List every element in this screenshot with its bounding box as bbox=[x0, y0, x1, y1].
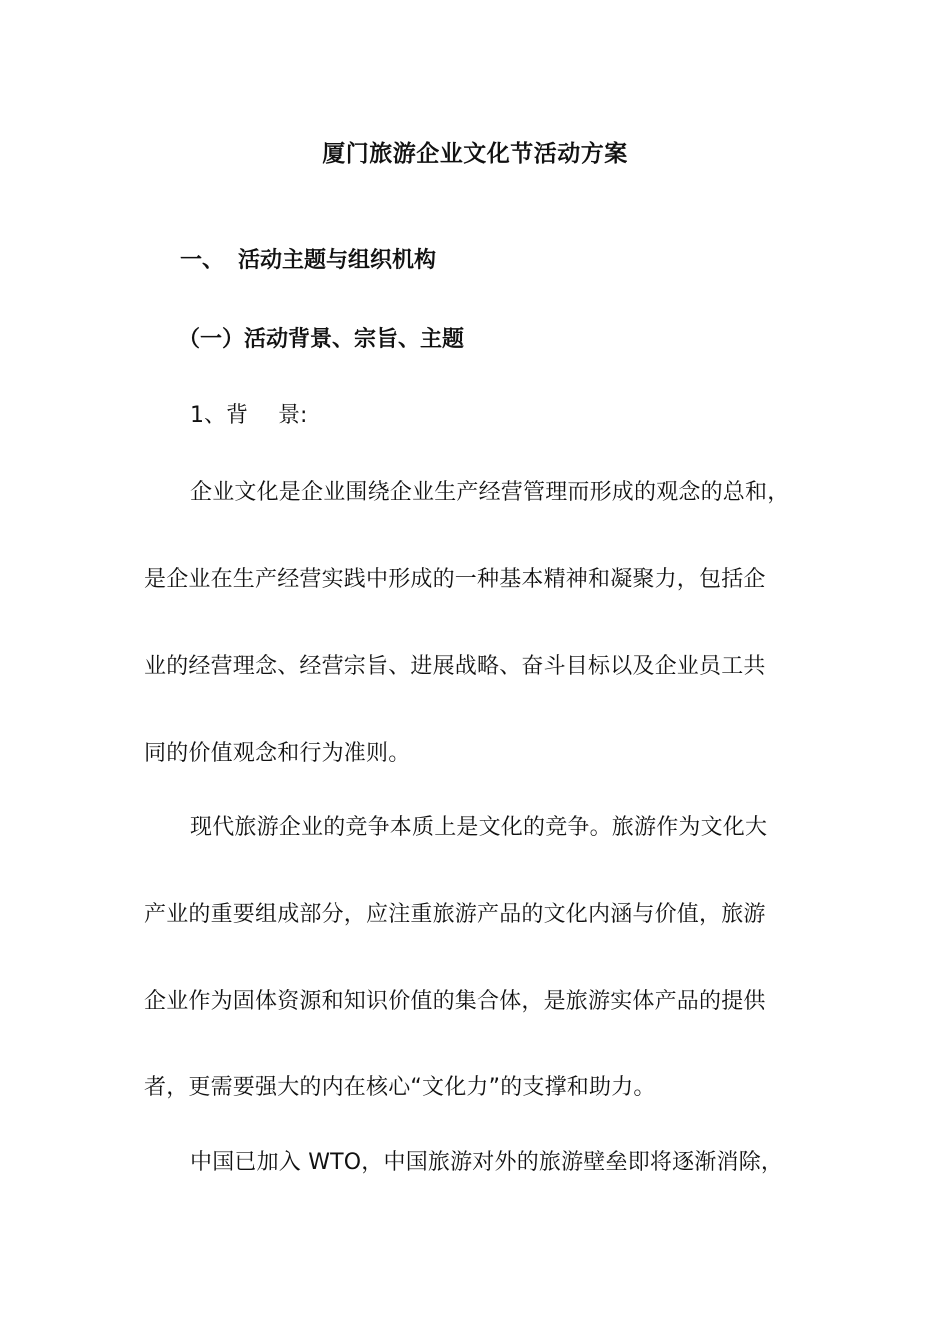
section-number: 一、 bbox=[180, 248, 225, 273]
document-title: 厦门旅游企业文化节活动方案 bbox=[322, 141, 628, 167]
paragraph-line: 中国已加入 WTO，中国旅游对外的旅游壁垒即将逐渐消除， bbox=[190, 1150, 784, 1175]
subsection-heading-1: （一）活动背景、宗旨、主题 bbox=[178, 327, 465, 352]
paragraph-line: 是企业在生产经营实践中形成的一种基本精神和凝聚力，包括企 bbox=[144, 567, 766, 592]
paragraph-line: 现代旅游企业的竞争本质上是文化的竞争。旅游作为文化大 bbox=[190, 815, 768, 840]
paragraph-line: 者，更需要强大的内在核心“文化力”的支撑和助力。 bbox=[144, 1075, 656, 1100]
item-label-part2: 景: bbox=[278, 403, 308, 428]
paragraph-line: 企业文化是企业围绕企业生产经营管理而形成的观念的总和， bbox=[190, 480, 790, 505]
section-title: 活动主题与组织机构 bbox=[238, 248, 437, 273]
item-label-part1: 1、背 bbox=[190, 403, 248, 428]
paragraph-line: 业的经营理念、经营宗旨、进展战略、奋斗目标以及企业员工共 bbox=[144, 654, 766, 679]
section-heading-1 bbox=[180, 243, 436, 274]
paragraph-line: 同的价值观念和行为准则。 bbox=[144, 741, 411, 766]
paragraph-line: 产业的重要组成部分，应注重旅游产品的文化内涵与价值，旅游 bbox=[144, 902, 766, 927]
paragraph-line: 企业作为固体资源和知识价值的集合体，是旅游实体产品的提供 bbox=[144, 989, 766, 1014]
item-heading-background bbox=[190, 398, 307, 429]
